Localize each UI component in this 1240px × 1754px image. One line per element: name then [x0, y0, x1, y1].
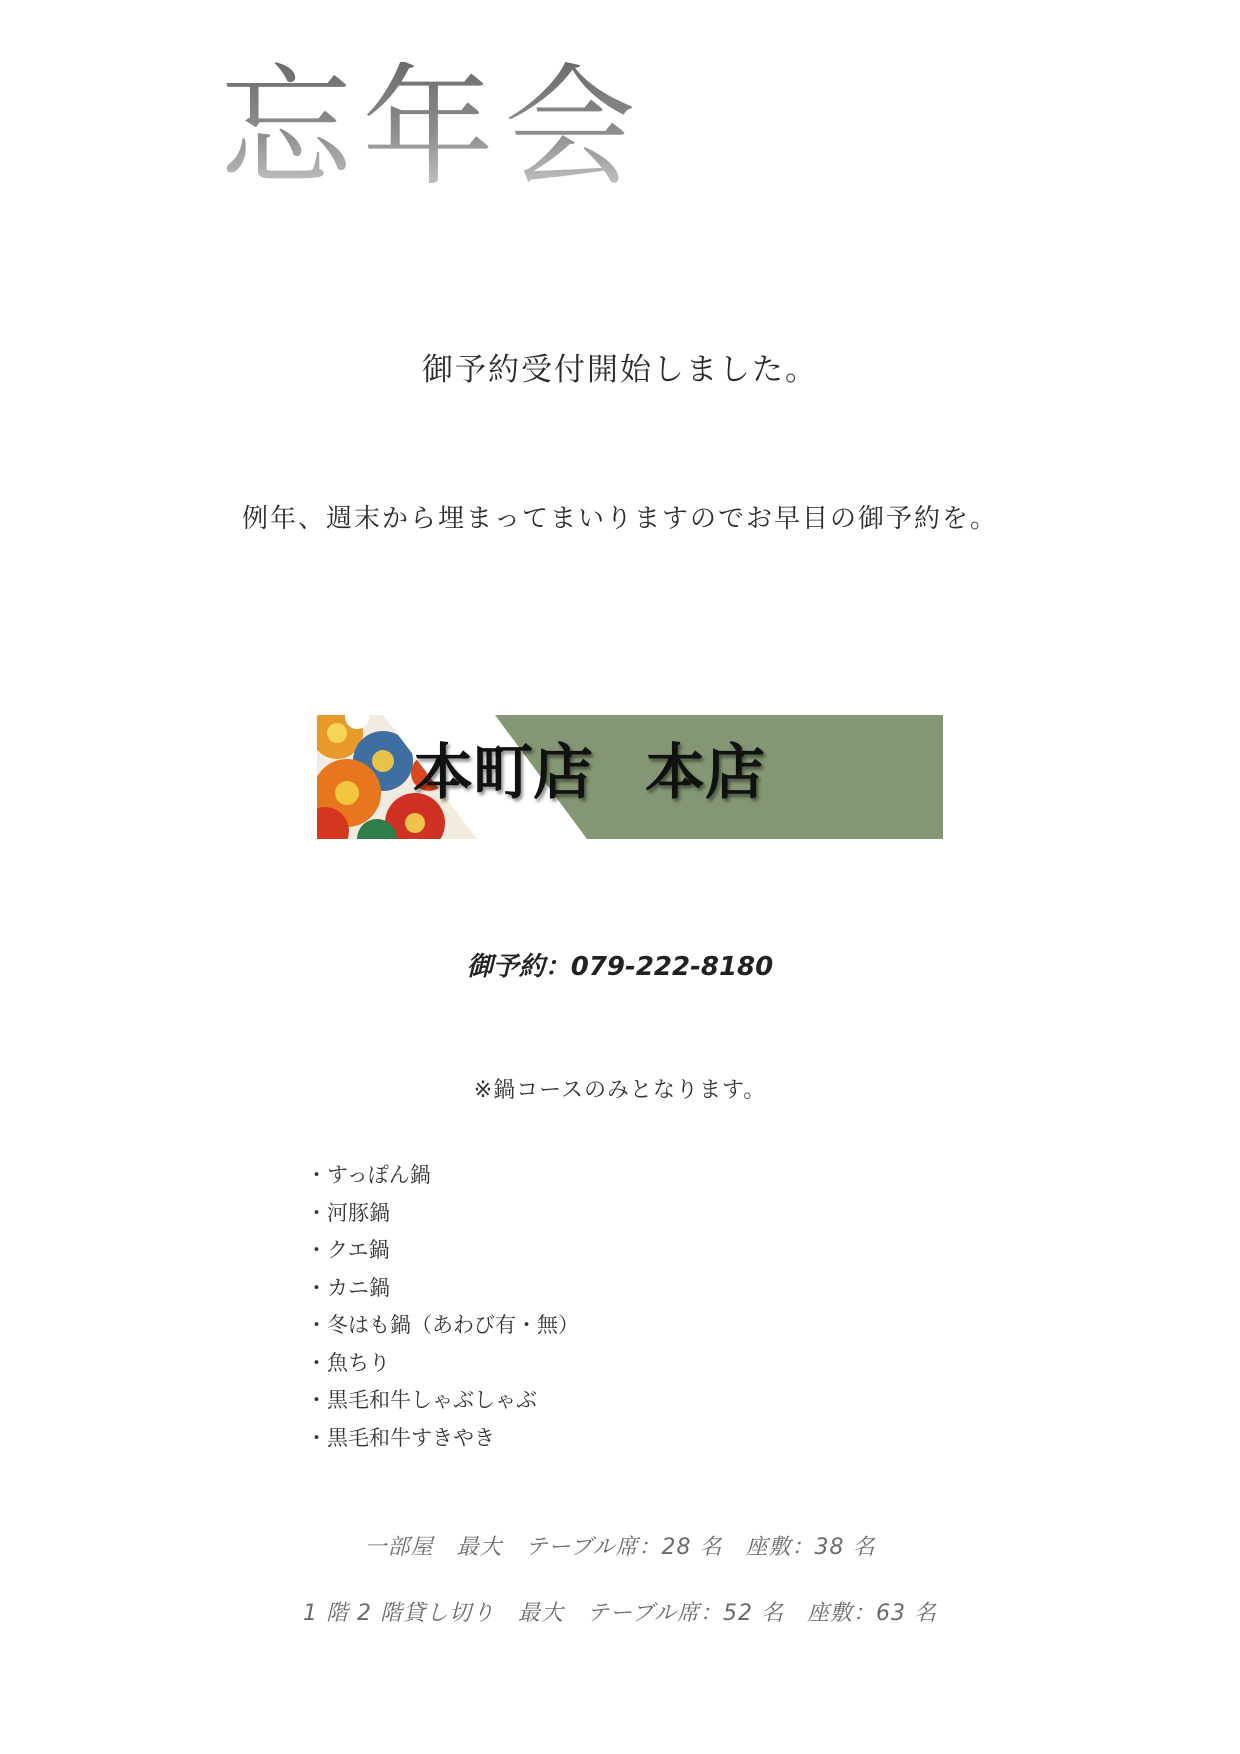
course-item: ・冬はも鍋（あわび有・無） [306, 1313, 579, 1337]
page-title: 忘年会 [220, 51, 646, 205]
store-names [413, 738, 765, 808]
early-booking-notice: 例年、週末から埋まってまいりますのでお早目の御予約を。 [241, 504, 998, 534]
course-item: ・魚ちり [306, 1350, 390, 1375]
room-capacity: 一部屋 最大 テーブル席：28 名 座敷：38 名 [364, 1535, 876, 1560]
course-item: ・黒毛和牛すきやき [306, 1425, 495, 1450]
course-item: ・黒毛和牛しゃぶしゃぶ [306, 1388, 537, 1412]
course-note: ※鍋コースのみとなります。 [473, 1078, 767, 1103]
course-item: ・すっぽん鍋 [306, 1163, 431, 1187]
course-item: ・カニ鍋 [306, 1275, 390, 1300]
store-name-honmachi: 本町店 [413, 738, 593, 808]
full-venue-capacity: 1 階 2 階貸し切り 最大 テーブル席：52 名 座敷：63 名 [303, 1601, 937, 1626]
reservation-open-text: 御予約受付開始しました。 [422, 352, 818, 388]
hotpot-course-list [306, 1157, 579, 1457]
course-item: ・河豚鍋 [306, 1200, 390, 1225]
store-banner [317, 715, 943, 839]
reservation-phone: 御予約：079-222-8180 [466, 952, 774, 982]
store-name-main: 本店 [645, 738, 765, 808]
course-item: ・クエ鍋 [306, 1238, 390, 1262]
